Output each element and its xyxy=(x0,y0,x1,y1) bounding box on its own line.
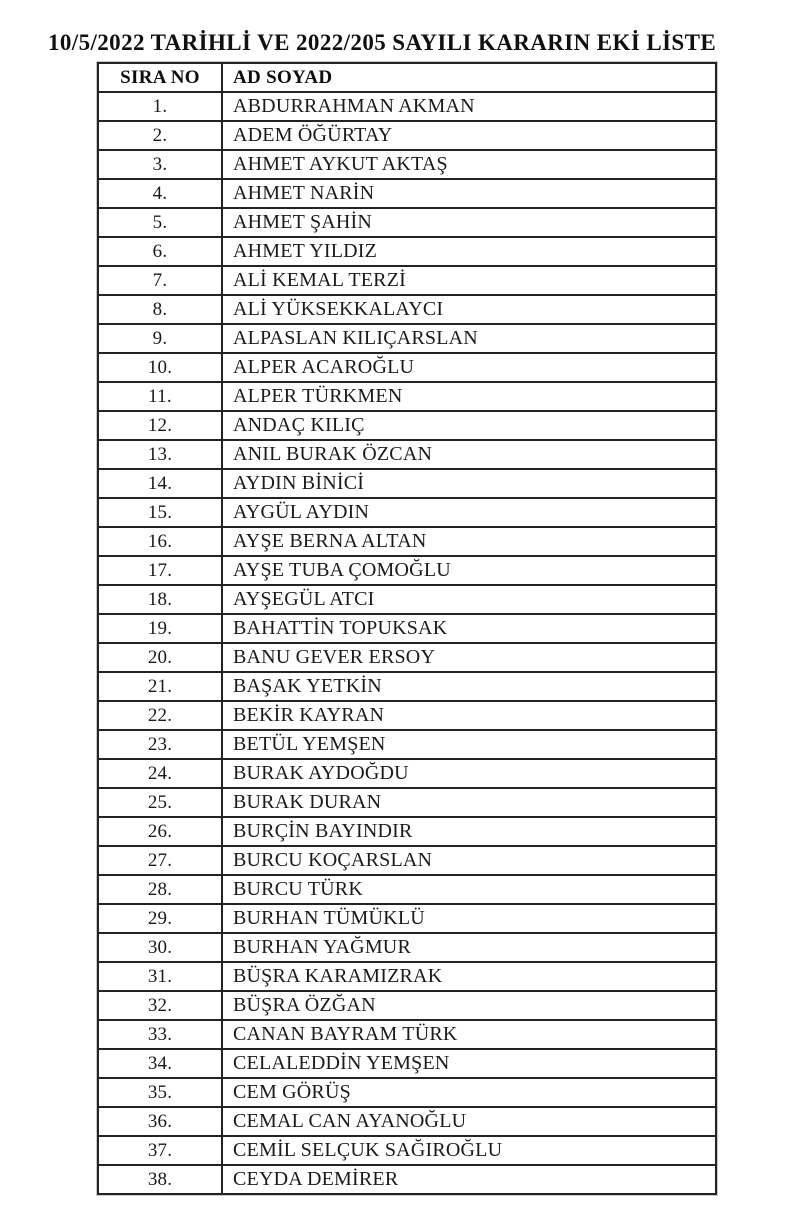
row-name-cell: AHMET YILDIZ xyxy=(222,237,716,266)
table-row xyxy=(98,1049,716,1078)
table-row xyxy=(98,846,716,875)
column-header-ad-soyad: AD SOYAD xyxy=(222,63,716,92)
row-number-cell: 18. xyxy=(98,585,222,614)
row-name-cell: BURHAN TÜMÜKLÜ xyxy=(222,904,716,933)
table-row xyxy=(98,527,716,556)
row-number-cell: 37. xyxy=(98,1136,222,1165)
row-number-cell: 12. xyxy=(98,411,222,440)
row-name-cell: AYŞEGÜL ATCI xyxy=(222,585,716,614)
table-row xyxy=(98,933,716,962)
row-name-cell: AYDIN BİNİCİ xyxy=(222,469,716,498)
row-number-cell: 22. xyxy=(98,701,222,730)
table-row xyxy=(98,324,716,353)
table-row xyxy=(98,788,716,817)
row-number-cell: 29. xyxy=(98,904,222,933)
row-number-cell: 25. xyxy=(98,788,222,817)
row-number-cell: 27. xyxy=(98,846,222,875)
row-name-cell: AHMET AYKUT AKTAŞ xyxy=(222,150,716,179)
row-name-cell: ADEM ÖĞÜRTAY xyxy=(222,121,716,150)
row-name-cell: ALPASLAN KILIÇARSLAN xyxy=(222,324,716,353)
row-number-cell: 6. xyxy=(98,237,222,266)
row-number-cell: 5. xyxy=(98,208,222,237)
row-number-cell: 38. xyxy=(98,1165,222,1194)
row-name-cell: ALPER ACAROĞLU xyxy=(222,353,716,382)
row-name-cell: ANDAÇ KILIÇ xyxy=(222,411,716,440)
table-row xyxy=(98,353,716,382)
row-name-cell: CEM GÖRÜŞ xyxy=(222,1078,716,1107)
table-row xyxy=(98,469,716,498)
table-row xyxy=(98,150,716,179)
row-name-cell: BAHATTİN TOPUKSAK xyxy=(222,614,716,643)
row-number-cell: 34. xyxy=(98,1049,222,1078)
row-number-cell: 15. xyxy=(98,498,222,527)
row-name-cell: ALİ YÜKSEKKALAYCI xyxy=(222,295,716,324)
row-number-cell: 21. xyxy=(98,672,222,701)
table-row xyxy=(98,614,716,643)
table-row xyxy=(98,585,716,614)
table-row xyxy=(98,1020,716,1049)
table-row xyxy=(98,411,716,440)
row-name-cell: BETÜL YEMŞEN xyxy=(222,730,716,759)
row-number-cell: 33. xyxy=(98,1020,222,1049)
row-name-cell: AHMET NARİN xyxy=(222,179,716,208)
row-name-cell: AHMET ŞAHİN xyxy=(222,208,716,237)
row-number-cell: 16. xyxy=(98,527,222,556)
annex-list-table xyxy=(97,62,717,1195)
row-number-cell: 17. xyxy=(98,556,222,585)
row-name-cell: AYGÜL AYDIN xyxy=(222,498,716,527)
table-row xyxy=(98,179,716,208)
row-name-cell: BANU GEVER ERSOY xyxy=(222,643,716,672)
row-name-cell: ALİ KEMAL TERZİ xyxy=(222,266,716,295)
table-row xyxy=(98,498,716,527)
row-number-cell: 19. xyxy=(98,614,222,643)
row-name-cell: BEKİR KAYRAN xyxy=(222,701,716,730)
table-row xyxy=(98,382,716,411)
table-row xyxy=(98,1078,716,1107)
row-number-cell: 23. xyxy=(98,730,222,759)
row-name-cell: BAŞAK YETKİN xyxy=(222,672,716,701)
table-row xyxy=(98,701,716,730)
table-row xyxy=(98,962,716,991)
row-number-cell: 10. xyxy=(98,353,222,382)
table-row xyxy=(98,121,716,150)
table-row xyxy=(98,904,716,933)
row-number-cell: 20. xyxy=(98,643,222,672)
row-name-cell: ALPER TÜRKMEN xyxy=(222,382,716,411)
row-name-cell: CANAN BAYRAM TÜRK xyxy=(222,1020,716,1049)
row-number-cell: 1. xyxy=(98,92,222,121)
table-row xyxy=(98,556,716,585)
table-row xyxy=(98,991,716,1020)
row-name-cell: ABDURRAHMAN AKMAN xyxy=(222,92,716,121)
row-name-cell: CEMAL CAN AYANOĞLU xyxy=(222,1107,716,1136)
row-name-cell: AYŞE BERNA ALTAN xyxy=(222,527,716,556)
row-number-cell: 36. xyxy=(98,1107,222,1136)
row-name-cell: BURAK AYDOĞDU xyxy=(222,759,716,788)
row-number-cell: 13. xyxy=(98,440,222,469)
row-name-cell: BURCU TÜRK xyxy=(222,875,716,904)
table-row xyxy=(98,643,716,672)
row-name-cell: BÜŞRA ÖZĞAN xyxy=(222,991,716,1020)
row-number-cell: 4. xyxy=(98,179,222,208)
table-row xyxy=(98,672,716,701)
table-row xyxy=(98,817,716,846)
table-row xyxy=(98,440,716,469)
row-name-cell: BURÇİN BAYINDIR xyxy=(222,817,716,846)
table-row xyxy=(98,730,716,759)
table-row xyxy=(98,875,716,904)
row-number-cell: 30. xyxy=(98,933,222,962)
row-name-cell: BURCU KOÇARSLAN xyxy=(222,846,716,875)
row-number-cell: 2. xyxy=(98,121,222,150)
row-number-cell: 24. xyxy=(98,759,222,788)
row-number-cell: 28. xyxy=(98,875,222,904)
row-name-cell: CEMİL SELÇUK SAĞIROĞLU xyxy=(222,1136,716,1165)
table-row xyxy=(98,1165,716,1194)
table-row xyxy=(98,92,716,121)
table-row xyxy=(98,237,716,266)
row-number-cell: 11. xyxy=(98,382,222,411)
row-number-cell: 8. xyxy=(98,295,222,324)
row-name-cell: BURHAN YAĞMUR xyxy=(222,933,716,962)
row-name-cell: AYŞE TUBA ÇOMOĞLU xyxy=(222,556,716,585)
table-row xyxy=(98,1136,716,1165)
table-header-row xyxy=(98,63,716,92)
row-number-cell: 9. xyxy=(98,324,222,353)
table-body xyxy=(98,92,716,1194)
row-name-cell: ANIL BURAK ÖZCAN xyxy=(222,440,716,469)
row-name-cell: BÜŞRA KARAMIZRAK xyxy=(222,962,716,991)
table-row xyxy=(98,759,716,788)
table-row xyxy=(98,266,716,295)
document-title: 10/5/2022 TARİHLİ VE 2022/205 SAYILI KARARIN EKİ LİSTE xyxy=(48,30,717,55)
row-number-cell: 7. xyxy=(98,266,222,295)
row-number-cell: 26. xyxy=(98,817,222,846)
row-number-cell: 14. xyxy=(98,469,222,498)
row-name-cell: CEYDA DEMİRER xyxy=(222,1165,716,1194)
table-row xyxy=(98,208,716,237)
row-number-cell: 35. xyxy=(98,1078,222,1107)
row-number-cell: 31. xyxy=(98,962,222,991)
row-number-cell: 32. xyxy=(98,991,222,1020)
row-name-cell: CELALEDDİN YEMŞEN xyxy=(222,1049,716,1078)
row-number-cell: 3. xyxy=(98,150,222,179)
table-row xyxy=(98,1107,716,1136)
table-row xyxy=(98,295,716,324)
column-header-sira-no: SIRA NO xyxy=(98,63,222,92)
row-name-cell: BURAK DURAN xyxy=(222,788,716,817)
